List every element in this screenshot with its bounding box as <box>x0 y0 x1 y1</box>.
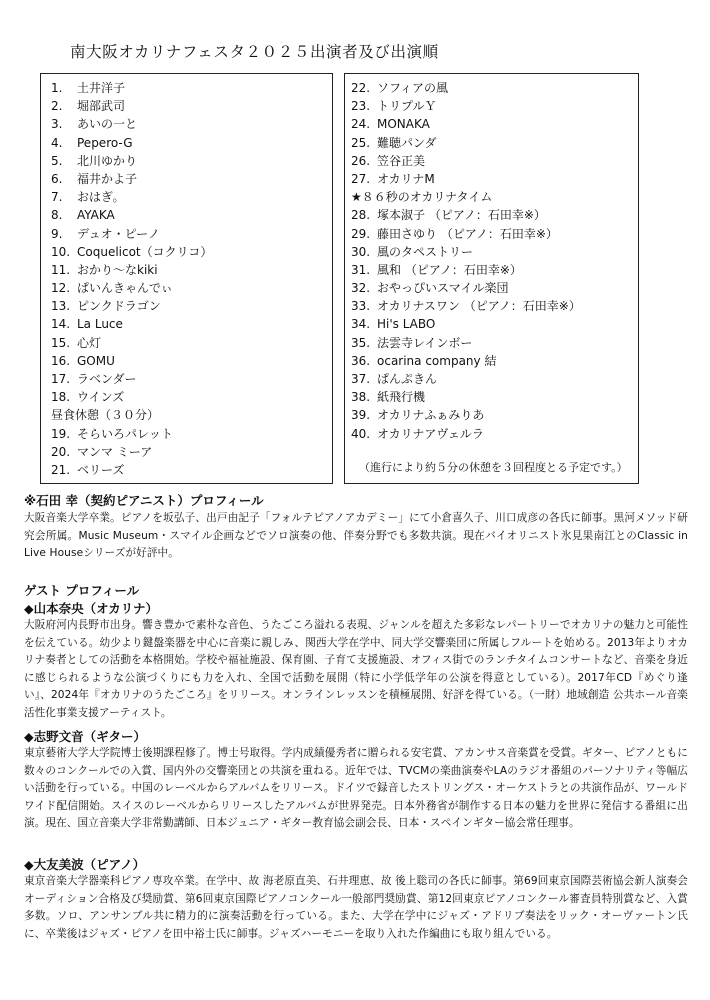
lineup-item <box>51 225 332 243</box>
performer-name: ★８６秒のオカリナタイム <box>351 190 493 205</box>
lineup-number: 19. <box>51 426 71 441</box>
performer-name: ocarina company 結 <box>377 353 497 368</box>
guest-name: ◆山本奈央（オカリナ） <box>24 601 158 616</box>
lineup-item <box>351 206 638 224</box>
lineup-list-right <box>351 79 638 443</box>
lineup-number: 38. <box>351 390 371 405</box>
performer-name: 北川ゆかり <box>77 153 138 168</box>
lineup-number: 1. <box>51 81 63 95</box>
performer-name: 笠谷正美 <box>377 153 426 168</box>
lineup-number: 39. <box>351 408 371 423</box>
lineup-item <box>51 188 332 206</box>
performer-name: 紙飛行機 <box>377 390 426 405</box>
lineup-number: 33. <box>351 299 371 314</box>
lineup-number: 23. <box>351 99 371 114</box>
lineup-number: 36. <box>351 353 371 368</box>
lineup-item <box>351 406 638 424</box>
lineup-number: 31. <box>351 262 371 277</box>
lineup-number: 13. <box>51 299 71 314</box>
performer-name: ぱいんきゃんでぃ <box>77 281 173 296</box>
lineup-box-left <box>40 73 333 484</box>
lineup-item <box>51 279 332 297</box>
lineup-number: 7. <box>51 190 63 205</box>
performer-name: ウインズ <box>77 390 125 405</box>
lineup-number: 16. <box>51 353 71 368</box>
performer-name: 風和 （ピアノ：石田幸※） <box>377 262 522 277</box>
performer-name: 塚本淑子 （ピアノ：石田幸※） <box>377 208 546 223</box>
lineup-item <box>351 352 638 370</box>
performer-name: ソフィアの風 <box>377 81 449 95</box>
performer-name: 福井かよ子 <box>77 171 138 186</box>
performer-name: GOMU <box>77 353 115 368</box>
performer-name: ピンクドラゴン <box>77 299 161 314</box>
lineup-item <box>51 315 332 333</box>
performer-name: 藤田さゆり （ピアノ：石田幸※） <box>377 226 558 241</box>
performer-name: オカリナスワン （ピアノ：石田幸※） <box>377 299 581 314</box>
lineup-item <box>51 406 332 424</box>
lineup-item <box>51 115 332 133</box>
performer-name: マンマ ミーア <box>77 444 153 459</box>
lineup-number: 37. <box>351 372 371 386</box>
lineup-item <box>351 134 638 152</box>
guest-heading: ゲスト プロフィール <box>24 583 140 598</box>
lineup-item <box>51 461 332 479</box>
lineup-item <box>51 79 332 97</box>
lineup-item <box>351 115 638 133</box>
lineup-item <box>351 188 638 206</box>
lineup-item <box>51 352 332 370</box>
lineup-number: 15. <box>51 335 71 350</box>
lineup-number: 24. <box>351 117 371 132</box>
lineup-item <box>51 243 332 261</box>
performer-name: Pepero-G <box>77 135 133 150</box>
performer-name: おかり～なkiki <box>77 262 158 277</box>
lineup-item <box>351 225 638 243</box>
lineup-item <box>51 297 332 315</box>
lineup-item <box>351 79 638 97</box>
lineup-item <box>351 297 638 315</box>
lineup-item <box>51 425 332 443</box>
lineup-number: 8. <box>51 208 63 223</box>
lineup-number: 5. <box>51 153 63 168</box>
lineup-number: 21. <box>51 462 71 477</box>
lineup-box-right <box>344 73 639 484</box>
lineup-number: 29. <box>351 226 371 241</box>
performer-name: La Luce <box>77 317 123 332</box>
guest-profile: 東京音楽大学器楽科ピアノ専攻卒業。在学中、故 海老原直美、石井理恵、故 後上聡司の各氏に師事。第69回東京国際芸術協会新人演奏会オーディション合格及び奨励賞、第6回東京国際ピアノコンクール一般部門奨励賞、第12回東京ピアノコンクール審査員特別賞など、入賞多数。ソロ、アンサンブル共に精力的に演奏活動を行っている。また、大学在学中にジャズ・アドリブ奏法をリック・オーヴァートン氏に、卒業後はジャズ・ピアノを田中裕士氏に師事。ジャズハーモニーを取り入れた作編曲にも取り組んでいる。 <box>24 875 688 940</box>
lineup-number: 11. <box>51 262 71 277</box>
lineup-item <box>351 243 638 261</box>
pianist-heading: ※石田 幸（契約ピアニスト）プロフィール <box>24 493 264 508</box>
lineup-number: 14. <box>51 317 71 332</box>
lineup-number: 18. <box>51 390 71 405</box>
lineup-number: 2. <box>51 99 63 114</box>
performer-name: そらいろパレット <box>77 426 173 441</box>
performer-name: 難聴パンダ <box>377 135 437 150</box>
lineup-number: 10. <box>51 244 71 259</box>
lineup-item <box>351 279 638 297</box>
lineup-item <box>351 152 638 170</box>
lineup-item <box>51 388 332 406</box>
performer-name: AYAKA <box>77 208 115 223</box>
lineup-number: 35. <box>351 335 371 350</box>
lineup-item <box>51 261 332 279</box>
performer-name: おはぎ。 <box>77 190 125 205</box>
performer-name: ラベンダー <box>77 372 137 386</box>
performer-name: ぱんぷきん <box>377 372 438 386</box>
lineup-number: 25. <box>351 135 371 150</box>
performer-name: オカリナふぁみりあ <box>377 408 485 423</box>
performer-name: デュオ・ピーノ <box>77 226 160 241</box>
guest-profile: 大阪府河内長野市出身。響き豊かで素朴な音色、うたごころ溢れる表現、ジャンルを超えた多彩なレパートリーでオカリナの魅力と可能性を伝えている。幼少より鍵盤楽器を中心に音楽に親しみ、関西大学在学中、同大学交響楽団に所属しフルートを始める。2013年よりオカリナ奏者としての活動を本格開始。学校や福祉施設、保育園、子育て支援施設、オフィス街でのランチタイムコンサートなど、音楽を身近に感じられるような公演づくりにも力を入れ、全国で活動を展開（特に小学低学年の公演を得意としている）。2017年CD『めぐり逢い』、2024年『オカリナのうたごころ』をリリース。オンラインレッスンを積極展開、好評を得ている。（一財）地域創造 公共ホール音楽活性化事業支援アーティスト。 <box>24 619 688 719</box>
lineup-number: 40. <box>351 426 371 441</box>
performer-name: オカリナM <box>377 171 435 186</box>
lineup-item <box>51 370 332 388</box>
lineup-item <box>351 315 638 333</box>
lineup-list-left <box>51 79 332 479</box>
guest-name: ◆大友美波（ピアノ） <box>24 857 146 872</box>
performer-name: 風のタペストリー <box>377 244 474 259</box>
performer-name: MONAKA <box>377 117 430 132</box>
performer-name: Hi's LABO <box>377 317 436 332</box>
lineup-number: 9. <box>51 226 63 241</box>
lineup-number: 6. <box>51 171 63 186</box>
lineup-item <box>51 443 332 461</box>
lineup-number: 27. <box>351 171 371 186</box>
lineup-item <box>351 261 638 279</box>
lineup-item <box>351 370 638 388</box>
performer-name: 昼食休憩（３０分） <box>51 408 160 423</box>
lineup-number: 22. <box>351 81 371 95</box>
lineup-number: 34. <box>351 317 371 332</box>
lineup-item <box>351 388 638 406</box>
lineup-item <box>51 152 332 170</box>
performer-name: トリプルＹ <box>377 99 437 114</box>
break-note: （進行により約５分の休憩を３回程度とる予定です。） <box>359 461 628 474</box>
lineup-number: 3. <box>51 117 63 132</box>
performer-name: 心灯 <box>77 335 102 350</box>
performer-name: Coquelicot（コクリコ） <box>77 244 213 259</box>
lineup-item <box>51 170 332 188</box>
lineup-number: 4. <box>51 135 63 150</box>
performer-name: 堀部武司 <box>77 99 126 114</box>
lineup-item <box>351 97 638 115</box>
guest-name: ◆志野文音（ギター） <box>24 729 146 744</box>
page-title: 南大阪オカリナフェスタ２０２５出演者及び出演順 <box>70 43 439 61</box>
performer-name: おやっぴいスマイル楽団 <box>377 281 509 296</box>
performer-name: 法雲寺レインボー <box>377 335 473 350</box>
lineup-item <box>351 170 638 188</box>
lineup-item <box>351 334 638 352</box>
performer-name: ベリーズ <box>77 462 125 477</box>
lineup-number: 32. <box>351 281 371 296</box>
lineup-number: 26. <box>351 153 371 168</box>
lineup-number: 12. <box>51 281 71 296</box>
performer-name: オカリナアヴェルラ <box>377 426 484 441</box>
guest-profile: 東京藝術大学大学院博士後期課程修了。博士号取得。学内成績優秀者に贈られる安宅賞、アカンサス音楽賞を受賞。ギター、ピアノともに数々のコンクールでの入賞、国内外の交響楽団との共演を重ねる。近年では、TVCMの楽曲演奏やLAのラジオ番組のパーソナリティ等幅広い活動を行っている。中国のレーベルからアルバムをリリース。ドイツで録音したストリングス・オーケストラとの共演作品が、ワールドワイド配信開始。スイスのレーベルからリリースしたアルバムが世界発売。日本外務省が制作する日本の魅力を世界に発信する番組に出演。現在、国立音楽大学非常勤講師、日本ジュニア・ギター教育協会副会長、日本・スペインギター協会常任理事。 <box>24 747 688 830</box>
lineup-item <box>351 425 638 443</box>
lineup-number: 20. <box>51 444 71 459</box>
lineup-item <box>51 134 332 152</box>
lineup-number: 30. <box>351 244 371 259</box>
performer-name: 土井洋子 <box>77 81 126 95</box>
lineup-item <box>51 334 332 352</box>
lineup-number: 28. <box>351 208 371 223</box>
lineup-item <box>51 206 332 224</box>
lineup-number: 17. <box>51 372 71 386</box>
lineup-item <box>51 97 332 115</box>
pianist-profile: 大阪音楽大学卒業。ピアノを坂弘子、出戸由記子「フォルテピアノアカデミー」にて小倉喜久子、川口成彦の各氏に師事。黒河メソッド研究会所属。Music Museum・スマイル企画などでソロ演奏の他、伴奏分野でも多数共演。現在バイオリニスト氷見果南江とのClassic in Live Houseシリーズが好評中。 <box>24 512 688 560</box>
performer-name: あいの一と <box>77 117 138 132</box>
